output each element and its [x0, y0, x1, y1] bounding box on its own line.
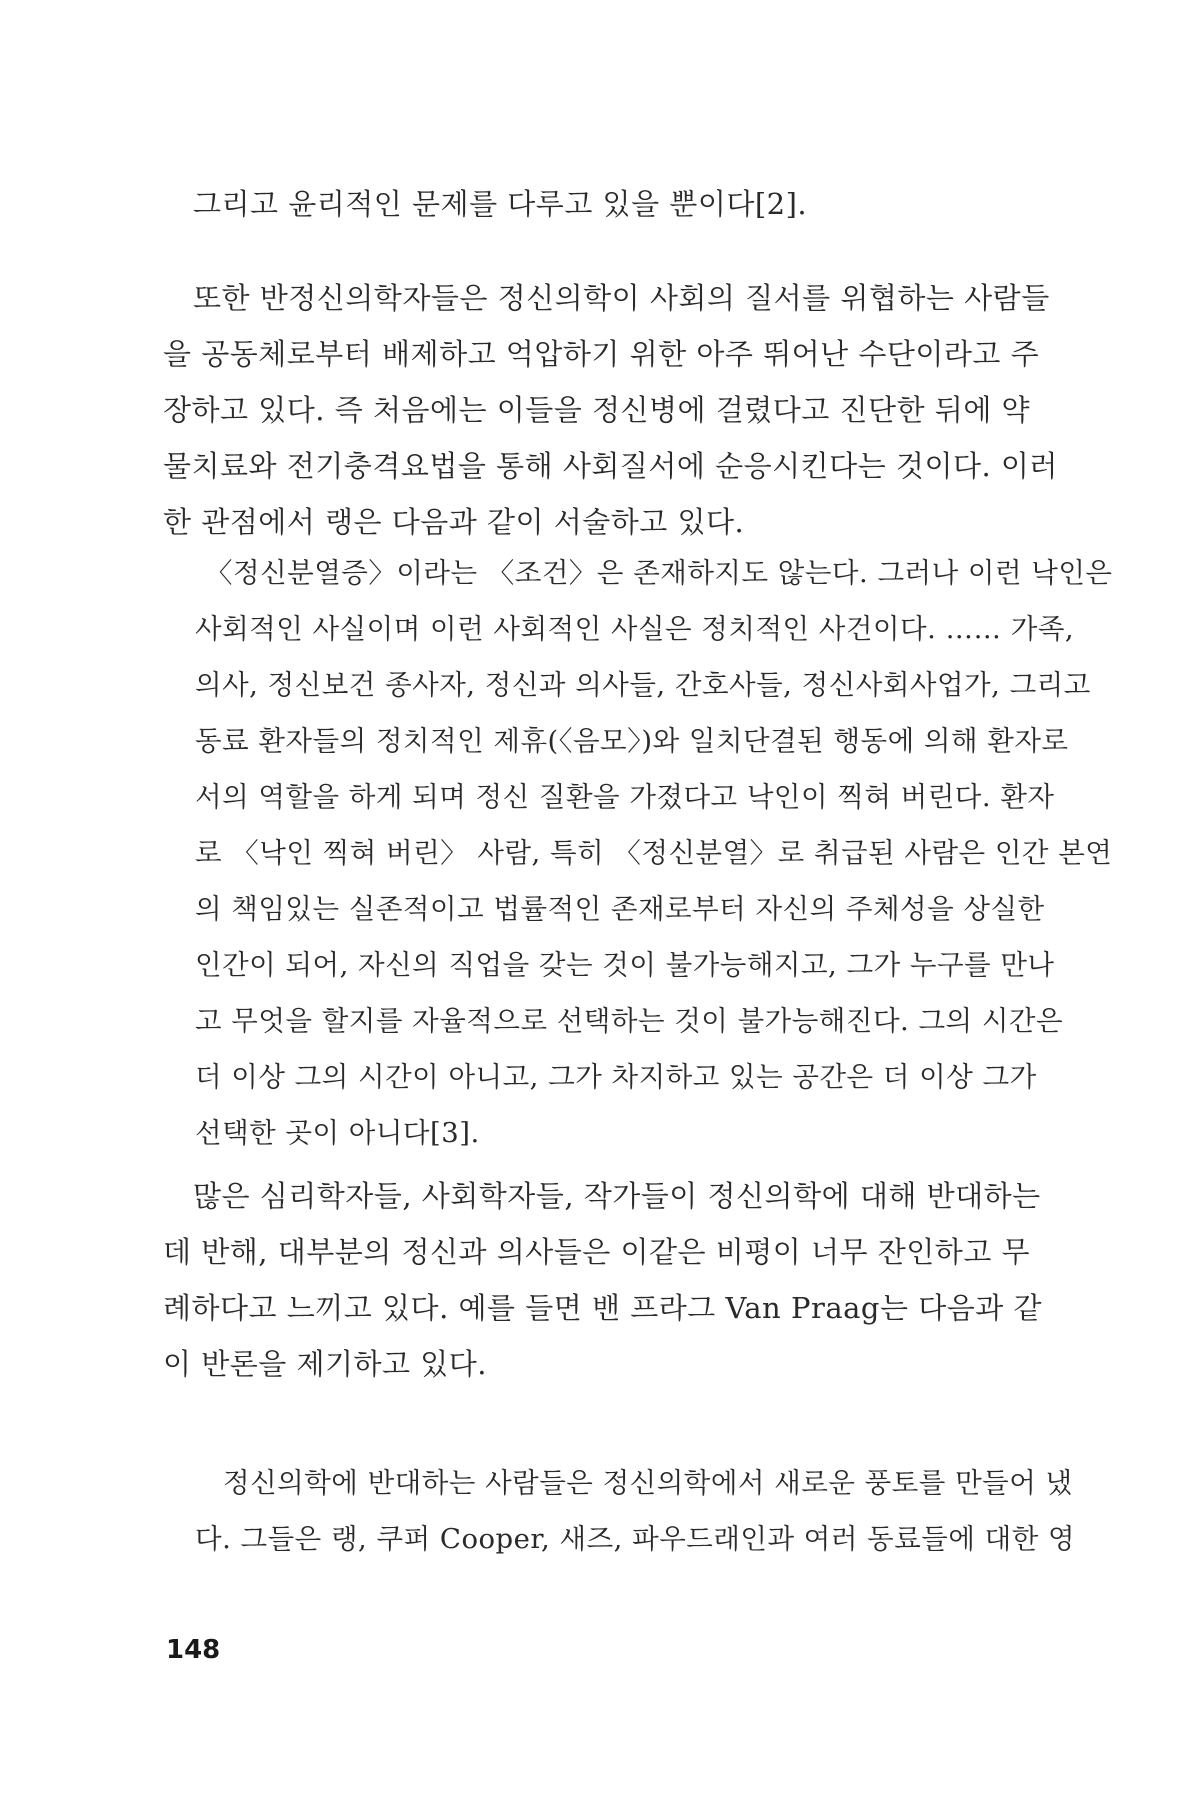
paragraph-3 [163, 1168, 1043, 1392]
text-line: 이 반론을 제기하고 있다. [163, 1347, 488, 1381]
text-line: 정신의학에 반대하는 사람들은 정신의학에서 새로운 풍토를 만들어 냈 [223, 1467, 1073, 1499]
text-line: 고 무엇을 할지를 자율적으로 선택하는 것이 불가능해진다. 그의 시간은 [195, 1005, 1064, 1037]
text-line: 을 공동체로부터 배제하고 억압하기 위한 아주 뛰어난 수단이라고 주 [163, 337, 1040, 371]
text-line: 다. 그들은 랭, 쿠퍼 Cooper, 새즈, 파우드래인과 여러 동료들에 대한 영 [195, 1523, 1076, 1555]
text-line: 동료 환자들의 정치적인 제휴(〈음모〉)와 일치단결된 행동에 의해 환자로 [195, 725, 1069, 757]
paragraph-1 [163, 176, 1043, 232]
text-line: 데 반해, 대부분의 정신과 의사들은 이같은 비평이 너무 잔인하고 무 [163, 1235, 1031, 1269]
block-quote-1 [195, 545, 1113, 1161]
text-line: 한 관점에서 랭은 다음과 같이 서술하고 있다. [163, 505, 745, 539]
text-line: 의 책임있는 실존적이고 법률적인 존재로부터 자신의 주체성을 상실한 [195, 893, 1045, 925]
text-line: 또한 반정신의학자들은 정신의학이 사회의 질서를 위협하는 사람들 [193, 281, 1050, 315]
text-line: 그리고 윤리적인 문제를 다루고 있을 뿐이다[2]. [193, 187, 808, 221]
text-line: 인간이 되어, 자신의 직업을 갖는 것이 불가능해지고, 그가 누구를 만나 [195, 949, 1055, 981]
text-line: 물치료와 전기충격요법을 통해 사회질서에 순응시킨다는 것이다. 이러 [163, 449, 1058, 483]
page-number: 148 [166, 1635, 221, 1665]
text-line: 더 이상 그의 시간이 아니고, 그가 차지하고 있는 공간은 더 이상 그가 [195, 1061, 1037, 1093]
text-line: 선택한 곳이 아니다[3]. [195, 1117, 480, 1149]
text-line: 많은 심리학자들, 사회학자들, 작가들이 정신의학에 대해 반대하는 [193, 1179, 1041, 1213]
text-line: 장하고 있다. 즉 처음에는 이들을 정신병에 걸렸다고 진단한 뒤에 약 [163, 393, 1031, 427]
paragraph-2 [163, 270, 1058, 550]
block-quote-2 [195, 1455, 1076, 1567]
text-line: 의사, 정신보건 종사자, 정신과 의사들, 간호사들, 정신사회사업가, 그리고 [195, 669, 1091, 701]
text-line: 례하다고 느끼고 있다. 예를 들면 밴 프라그 Van Praag는 다음과 같 [163, 1291, 1042, 1325]
text-line: 〈정신분열증〉이라는 〈조건〉은 존재하지도 않는다. 그러나 이런 낙인은 [205, 557, 1113, 589]
text-line: 사회적인 사실이며 이런 사회적인 사실은 정치적인 사건이다. …… 가족, [195, 613, 1075, 645]
text-line: 로 〈낙인 찍혀 버린〉 사람, 특히 〈정신분열〉로 취급된 사람은 인간 본연 [195, 837, 1113, 869]
text-line: 서의 역할을 하게 되며 정신 질환을 가졌다고 낙인이 찍혀 버린다. 환자 [195, 781, 1055, 813]
